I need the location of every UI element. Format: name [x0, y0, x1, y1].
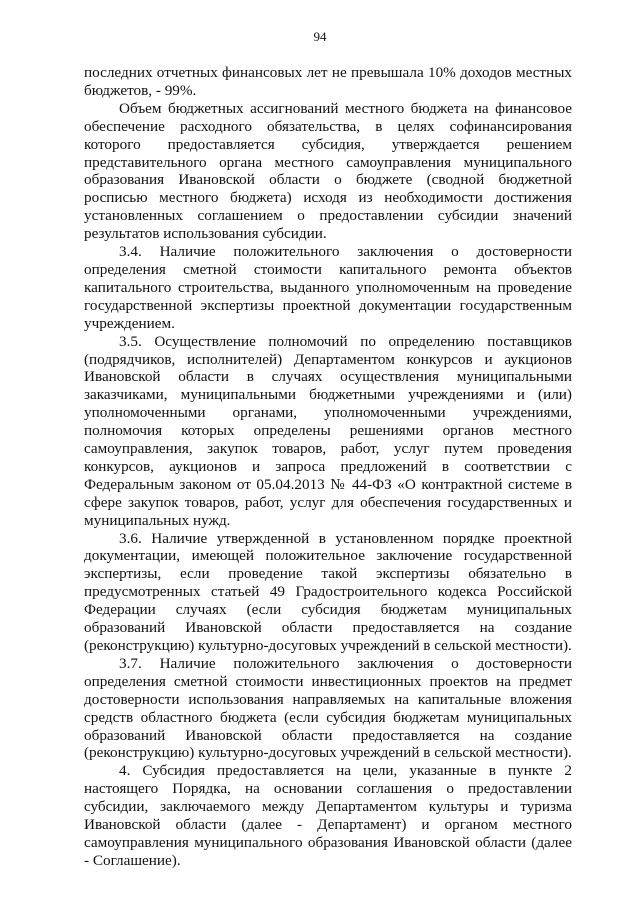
page-number: 94: [313, 29, 327, 44]
paragraph-budget-allocations: Объем бюджетных ассигнований местного бюджета на финансовое обеспечение расходного обязательства, в целях софинансирования которого предоставляется субсидия, утверждается решением представительного органа местного самоуправления муниципального образования Ивановской области о бюджете (сводной бюджетной росписью местного бюджета) исходя из необходимости достижения установленных соглашением о предоставлении субсидии значений результатов использования субсидии.: [84, 99, 572, 243]
paragraph-3-6: 3.6. Наличие утвержденной в установленном порядке проектной документации, имеющей положительное заключение государственной экспертизы, если проведение такой экспертизы обязательно в предусмотренных статьей 49 Градостроительного кодекса Российской Федерации случаях (если субсидия бюджетам муниципальных образований Ивановской области предоставляется на создание (реконструкцию) культурно-досуговых учреждений в сельской местности).: [84, 529, 572, 654]
paragraph-3-5: 3.5. Осуществление полномочий по определению поставщиков (подрядчиков, исполнителей) Департаментом конкурсов и аукционов Ивановской области в случаях осуществления муниципальными заказчиками, муниципальными бюджетными учреждениями и (или) уполномоченными органами, уполномоченными учреждениями, полномочия которых определены решениями органов местного самоуправления, закупок товаров, работ, услуг путем проведения конкурсов, аукционов и запроса предложений в соответствии с Федеральным законом от 05.04.2013 № 44-ФЗ «О контрактной системе в сфере закупок товаров, работ, услуг для обеспечения государственных и муниципальных нужд.: [84, 332, 572, 529]
paragraph-3-7: 3.7. Наличие положительного заключения о достоверности определения сметной стоимости инвестиционных проектов на предмет достоверности использования направляемых на капитальные вложения средств областного бюджета (если субсидия бюджетам муниципальных образований Ивановской области предоставляется на создание (реконструкцию) культурно-досуговых учреждений в сельской местности).: [84, 654, 572, 762]
document-body: [84, 64, 572, 870]
paragraph-3-4: 3.4. Наличие положительного заключения о достоверности определения сметной стоимости капитального ремонта объектов капитального строительства, выданного уполномоченным на проведение государственной экспертизы проектной документации государственным учреждением.: [84, 243, 572, 332]
paragraph-continuation: последних отчетных финансовых лет не превышала 10% доходов местных бюджетов, - 99%.: [84, 64, 572, 99]
paragraph-4: 4. Субсидия предоставляется на цели, указанные в пункте 2 настоящего Порядка, на основании соглашения о предоставлении субсидии, заключаемого между Департаментом культуры и туризма Ивановской области (далее - Департамент) и органом местного самоуправления муниципального образования Ивановской области (далее - Соглашение).: [84, 762, 572, 869]
